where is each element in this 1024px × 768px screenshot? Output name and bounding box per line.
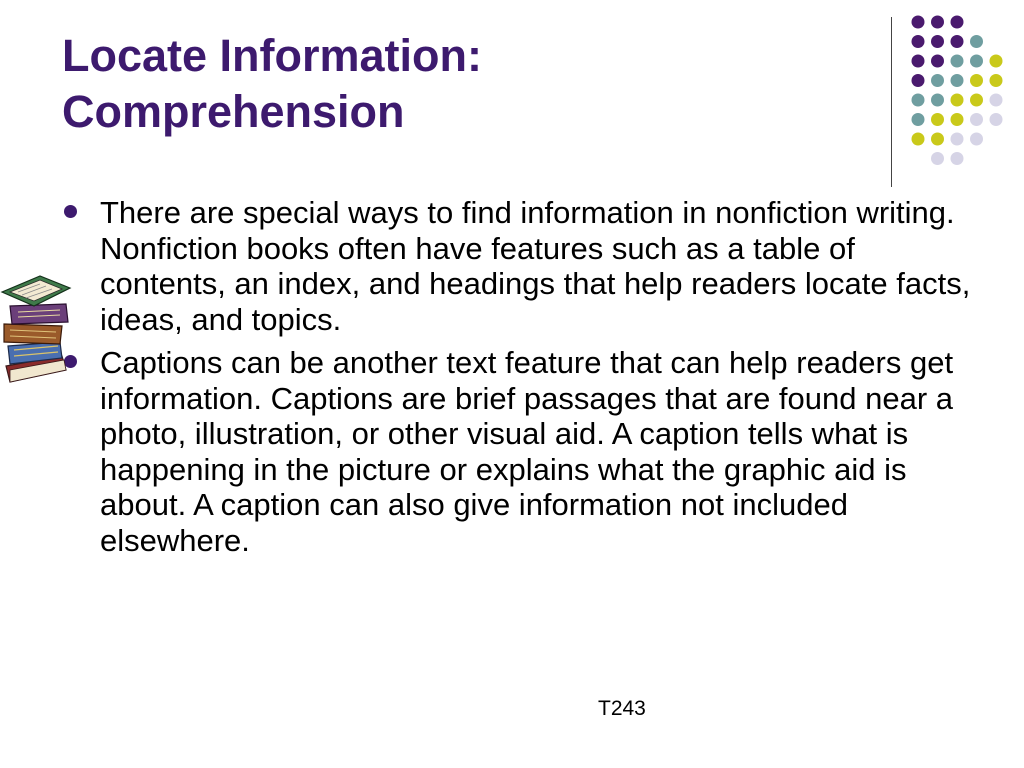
bullet-item bbox=[62, 195, 982, 337]
bullet-text: There are special ways to find information in nonfiction writing. Nonfiction books often have features such as a table of contents, an index, and headings that help readers locate facts, ideas, and topics. bbox=[100, 195, 971, 337]
decorative-dot bbox=[970, 35, 983, 48]
decorative-dot bbox=[970, 113, 983, 126]
decorative-dot bbox=[931, 152, 944, 165]
decorative-dot bbox=[931, 94, 944, 107]
decorative-dot bbox=[912, 35, 925, 48]
decorative-dot bbox=[951, 55, 964, 68]
decorative-dot bbox=[951, 16, 964, 29]
title-line-1: Locate Information: bbox=[62, 30, 483, 81]
decorative-dot bbox=[912, 55, 925, 68]
stack-of-books-icon bbox=[0, 266, 76, 388]
decorative-dot bbox=[990, 74, 1003, 87]
decorative-dot bbox=[951, 152, 964, 165]
bullet-marker bbox=[64, 205, 77, 218]
decorative-dot bbox=[931, 55, 944, 68]
decorative-dot bbox=[951, 35, 964, 48]
decorative-dot bbox=[931, 35, 944, 48]
decorative-dot bbox=[951, 113, 964, 126]
decorative-dot bbox=[912, 94, 925, 107]
slide-code: T243 bbox=[598, 697, 646, 720]
decorative-dot bbox=[970, 133, 983, 146]
decorative-dot bbox=[912, 74, 925, 87]
decorative-dot bbox=[951, 94, 964, 107]
decorative-dot bbox=[912, 113, 925, 126]
decorative-dot bbox=[931, 113, 944, 126]
title-line-2: Comprehension bbox=[62, 86, 405, 137]
bullet-list bbox=[62, 195, 982, 566]
decorative-dot bbox=[990, 55, 1003, 68]
decorative-dot bbox=[990, 113, 1003, 126]
decorative-dot bbox=[951, 74, 964, 87]
decorative-dot bbox=[912, 133, 925, 146]
bullet-text: Captions can be another text feature that can help readers get information. Captions are brief passages that are found near a photo, illustration, or other visual aid. A caption tells what is happening in the picture or explains what the graphic aid is about. A caption can also give information not included elsewhere. bbox=[100, 345, 954, 558]
decorative-dot bbox=[970, 94, 983, 107]
decorative-dot bbox=[990, 94, 1003, 107]
decorative-dot bbox=[970, 74, 983, 87]
decorative-dot bbox=[970, 55, 983, 68]
bullet-item bbox=[62, 345, 982, 558]
dot-grid-decoration bbox=[0, 0, 1024, 200]
decorative-dot bbox=[931, 16, 944, 29]
decorative-dot bbox=[912, 16, 925, 29]
decorative-dot bbox=[951, 133, 964, 146]
decorative-dot bbox=[931, 74, 944, 87]
decorative-dot bbox=[931, 133, 944, 146]
